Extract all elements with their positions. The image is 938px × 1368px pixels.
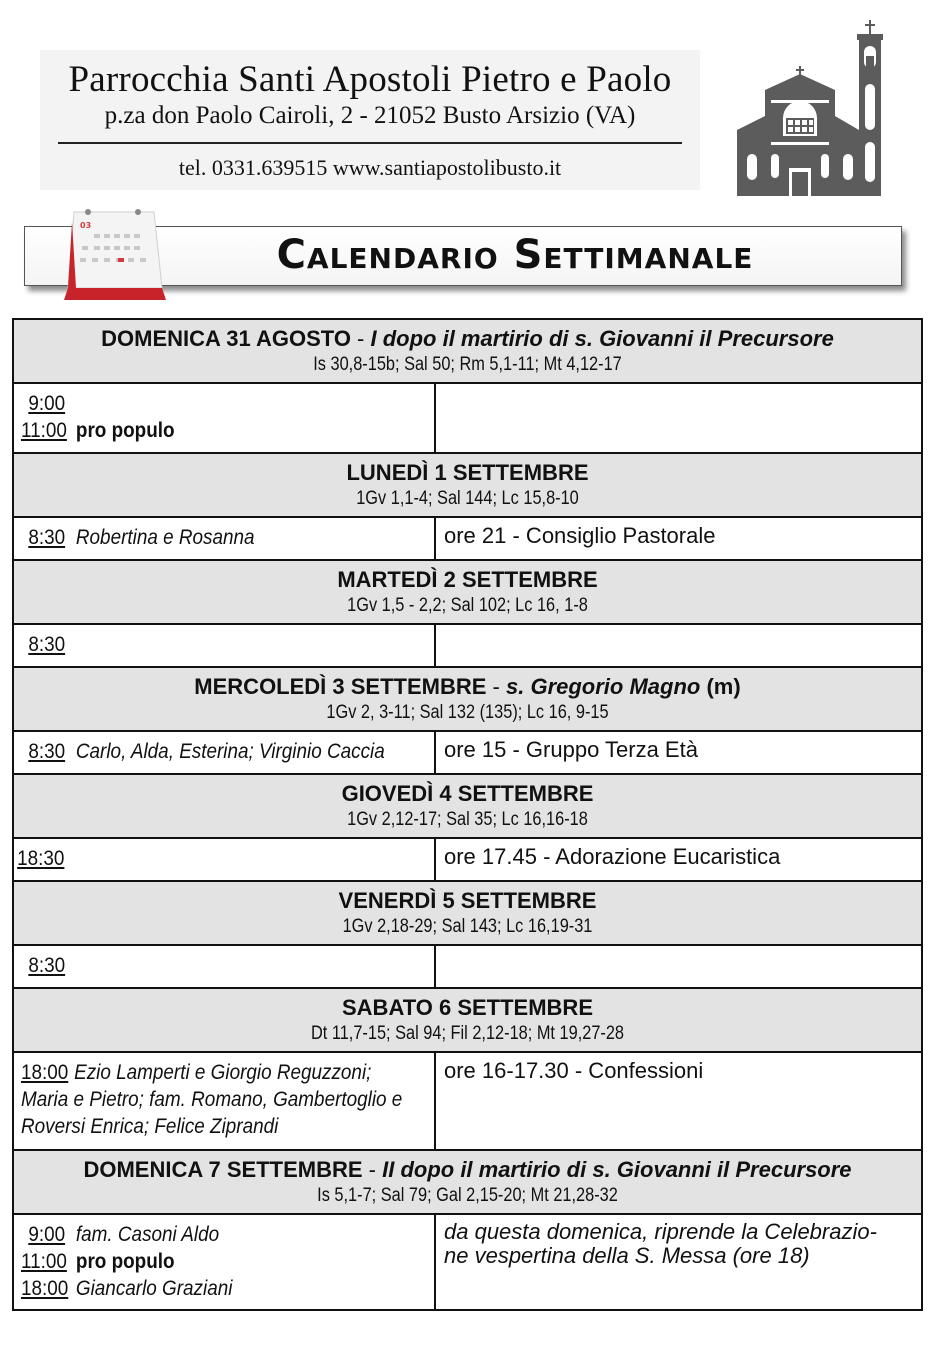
readings: Dt 11,7-15; Sal 94; Fil 2,12-18; Mt 19,27-28 [310, 1023, 625, 1044]
mass-time: 11:00 [21, 419, 67, 442]
masses-cell [14, 518, 436, 559]
readings: 1Gv 1,1-4; Sal 144; Lc 15,8-10 [356, 488, 579, 509]
day-header [14, 668, 921, 732]
mass-row [14, 845, 392, 872]
day-title: MERCOLEDÌ 3 SETTEMBRE - s. Gregorio Magno (m) [194, 674, 741, 699]
event-text: ore 16-17.30 - Confessioni [444, 1058, 704, 1083]
day-name: DOMENICA 7 SETTEMBRE [83, 1157, 363, 1182]
events-cell [436, 1215, 921, 1309]
parish-address: p.za don Paolo Cairoli, 2 - 21052 Busto Arsizio (VA) [104, 102, 636, 129]
day-header [14, 454, 921, 518]
readings: 1Gv 2, 3-11; Sal 132 (135); Lc 16, 9-15 [326, 702, 609, 723]
events-cell [436, 1053, 921, 1149]
event-text: ore 15 - Gruppo Terza Età [444, 737, 698, 762]
mass-intention: Giancarlo Graziani [75, 1277, 233, 1300]
event-text: ore 17.45 - Adorazione Eucaristica [444, 844, 781, 869]
day-title: MARTEDÌ 2 SETTEMBRE [337, 567, 598, 592]
events-cell [436, 839, 921, 880]
mass-intention: fam. Casoni Aldo [75, 1223, 220, 1246]
masses-cell [14, 732, 436, 773]
day-name: MERCOLEDÌ 3 SETTEMBRE [194, 674, 487, 699]
event-text: ore 21 - Consiglio Pastorale [444, 523, 716, 548]
mass-row [21, 1248, 393, 1275]
day-title: DOMENICA 7 SETTEMBRE - II dopo il martirio di s. Giovanni il Precursore [83, 1157, 852, 1182]
weekly-schedule-table [12, 318, 923, 1311]
day-body [14, 518, 921, 561]
day-header [14, 775, 921, 839]
parish-contacts: tel. 0331.639515 www.santiapostolibusto.it [178, 155, 562, 180]
mass-time: 8:30 [28, 954, 66, 977]
mass-time: 8:30 [28, 526, 66, 549]
day-header [14, 882, 921, 946]
mass-time: 18:00 [21, 1061, 69, 1084]
mass-row [21, 738, 393, 765]
events-cell [436, 625, 921, 666]
mass-intention: pro populo [75, 419, 175, 442]
day-title: DOMENICA 31 AGOSTO - I dopo il martirio di s. Giovanni il Precursore [101, 326, 834, 351]
feast-rank: (m) [700, 674, 741, 699]
day-title: GIOVEDÌ 4 SETTEMBRE [341, 781, 594, 806]
mass-time: 8:30 [28, 633, 66, 656]
day-header [14, 1151, 921, 1215]
mass-time: 11:00 [21, 1250, 67, 1273]
events-cell [436, 518, 921, 559]
mass-row [21, 1221, 393, 1248]
readings: 1Gv 1,5 - 2,2; Sal 102; Lc 16, 1-8 [347, 595, 588, 616]
day-body [14, 625, 921, 668]
event-text: ne vespertina della S. Messa (ore 18) [444, 1243, 810, 1268]
mass-intention-continued: Roversi Enrica; Felice Ziprandi [21, 1115, 279, 1138]
mass-time: 8:30 [28, 740, 66, 763]
masses-cell [14, 946, 436, 987]
mass-row [21, 1275, 393, 1302]
masses-cell [14, 1215, 436, 1309]
header-divider [58, 142, 682, 144]
mass-time: 9:00 [28, 392, 66, 415]
day-header [14, 989, 921, 1053]
mass-time: 18:30 [17, 847, 65, 870]
readings: 1Gv 2,18-29; Sal 143; Lc 16,19-31 [342, 916, 593, 937]
feast-name: I dopo il martirio di s. Giovanni il Precursore [370, 326, 834, 351]
day-title: SABATO 6 SETTEMBRE [342, 995, 593, 1020]
mass-intention: Robertina e Rosanna [75, 526, 255, 549]
mass-row [21, 524, 393, 551]
day-name: DOMENICA 31 AGOSTO [101, 326, 351, 351]
day-body [14, 1053, 921, 1151]
events-cell [436, 732, 921, 773]
mass-time: 18:00 [21, 1277, 69, 1300]
day-body [14, 839, 921, 882]
feast-name: II dopo il martirio di s. Giovanni il Precursore [382, 1157, 852, 1182]
mass-intention: Carlo, Alda, Esterina; Virginio Caccia [75, 740, 385, 763]
mass-time: 9:00 [28, 1223, 66, 1246]
mass-row [21, 952, 393, 979]
parish-name: Parrocchia Santi Apostoli Pietro e Paolo [68, 59, 672, 100]
day-header [14, 561, 921, 625]
mass-intention-continued: Maria e Pietro; fam. Romano, Gambertoglio e [21, 1088, 403, 1111]
calendar-icon-number: 03 [80, 221, 92, 230]
mass-row [21, 417, 393, 444]
day-title: LUNEDÌ 1 SETTEMBRE [346, 460, 589, 485]
feast-name: s. Gregorio Magno [506, 674, 701, 699]
mass-row [21, 631, 393, 658]
event-text: da questa domenica, riprende la Celebrazio- [444, 1219, 877, 1244]
events-cell [436, 946, 921, 987]
mass-intention: Ezio Lamperti e Giorgio Reguzzoni; [74, 1061, 372, 1084]
events-cell [436, 384, 921, 452]
day-body [14, 946, 921, 989]
masses-cell [14, 384, 436, 452]
day-body [14, 384, 921, 454]
mass-row [21, 1059, 393, 1086]
day-header [14, 320, 921, 384]
readings: Is 30,8-15b; Sal 50; Rm 5,1-11; Mt 4,12-17 [313, 354, 622, 375]
day-body [14, 732, 921, 775]
masses-cell [14, 839, 436, 880]
page-title: Calendario Settimanale [276, 232, 754, 278]
mass-row [21, 390, 393, 417]
masses-cell [14, 1053, 436, 1149]
church-icon [735, 18, 885, 198]
desk-calendar-icon [58, 204, 166, 304]
mass-intention: pro populo [75, 1250, 175, 1273]
readings: Is 5,1-7; Sal 79; Gal 2,15-20; Mt 21,28-32 [317, 1185, 618, 1206]
day-body [14, 1215, 921, 1309]
masses-cell [14, 625, 436, 666]
readings: 1Gv 2,12-17; Sal 35; Lc 16,16-18 [347, 809, 588, 830]
day-title: VENERDÌ 5 SETTEMBRE [338, 888, 597, 913]
